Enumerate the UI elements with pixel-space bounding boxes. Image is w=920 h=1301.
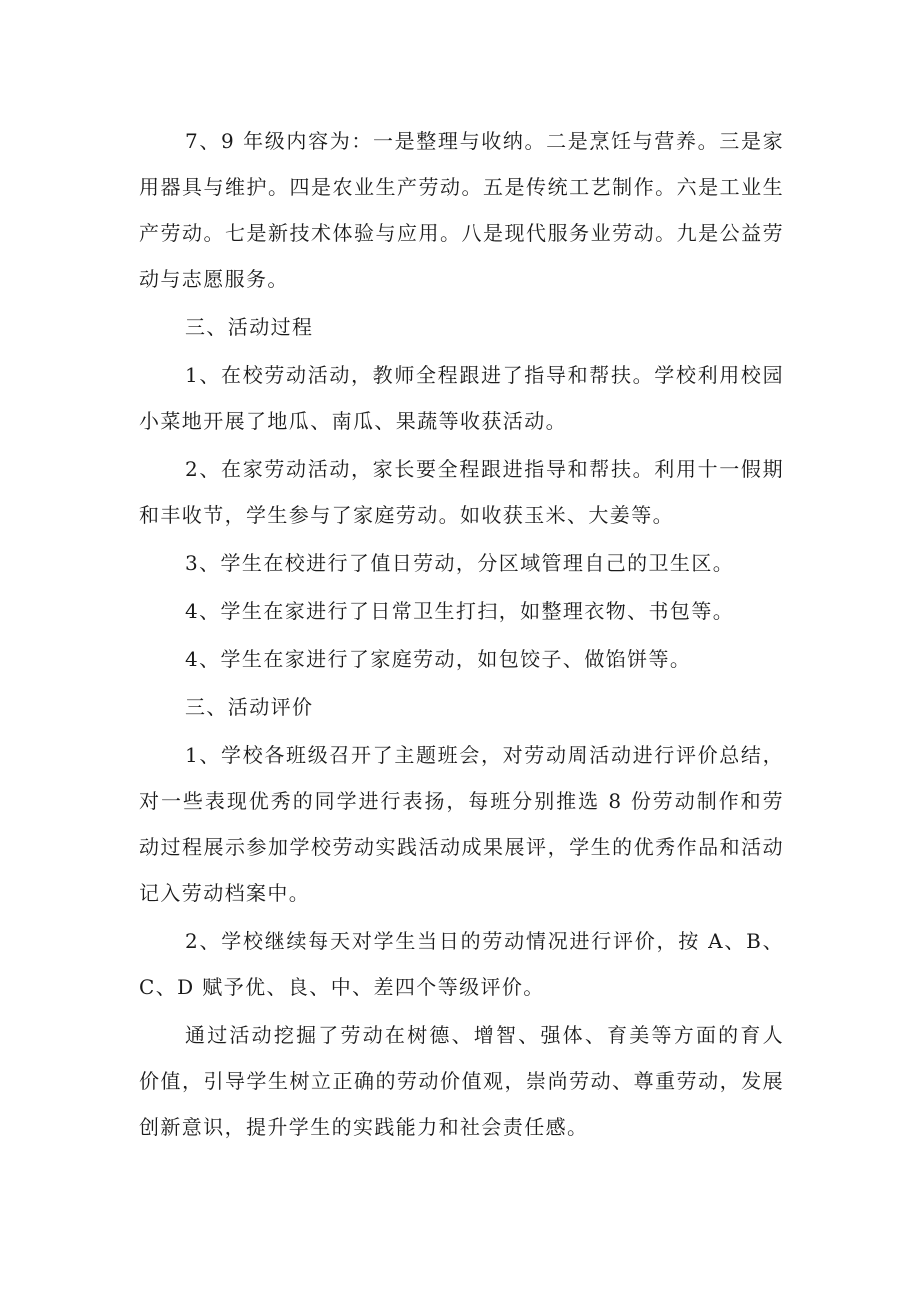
heading-activity-evaluation: 三、活动评价 xyxy=(185,695,314,719)
paragraph-class-meeting: 1、学校各班级召开了主题班会，对劳动周活动进行评价总结，对一些表现优秀的同学进行表扬，每班分别推选 8 份劳动制作和劳动过程展示参加学校劳动实践活动成果展评，学生的优秀作品和活动记入劳动档案中。 xyxy=(139,743,784,905)
paragraph-daily-cleaning: 4、学生在家进行了日常卫生打扫，如整理衣物、书包等。 xyxy=(185,599,735,623)
paragraph-home-labor: 2、在家劳动活动，家长要全程跟进指导和帮扶。利用十一假期和丰收节，学生参与了家庭劳动。如收获玉米、大姜等。 xyxy=(139,457,784,527)
paragraph-family-labor: 4、学生在家进行了家庭劳动，如包饺子、做馅饼等。 xyxy=(185,647,692,671)
paragraph-school-labor: 1、在校劳动活动，教师全程跟进了指导和帮扶。学校利用校园小菜地开展了地瓜、南瓜、果蔬等收获活动。 xyxy=(139,363,784,433)
paragraph-daily-evaluation: 2、学校继续每天对学生当日的劳动情况进行评价，按 A、B、C、D 赋予优、良、中、差四个等级评价。 xyxy=(139,929,784,999)
heading-activity-process: 三、活动过程 xyxy=(185,315,314,339)
document-body xyxy=(139,118,784,1152)
paragraph-conclusion: 通过活动挖掘了劳动在树德、增智、强体、育美等方面的育人价值，引导学生树立正确的劳动价值观，崇尚劳动、尊重劳动，发展创新意识，提升学生的实践能力和社会责任感。 xyxy=(139,1023,784,1139)
paragraph-grade-content: 7、9 年级内容为：一是整理与收纳。二是烹饪与营养。三是家用器具与维护。四是农业生产劳动。五是传统工艺制作。六是工业生产劳动。七是新技术体验与应用。八是现代服务业劳动。九是公益劳动与志愿服务。 xyxy=(139,129,784,291)
paragraph-duty-labor: 3、学生在校进行了值日劳动，分区域管理自己的卫生区。 xyxy=(185,551,735,575)
